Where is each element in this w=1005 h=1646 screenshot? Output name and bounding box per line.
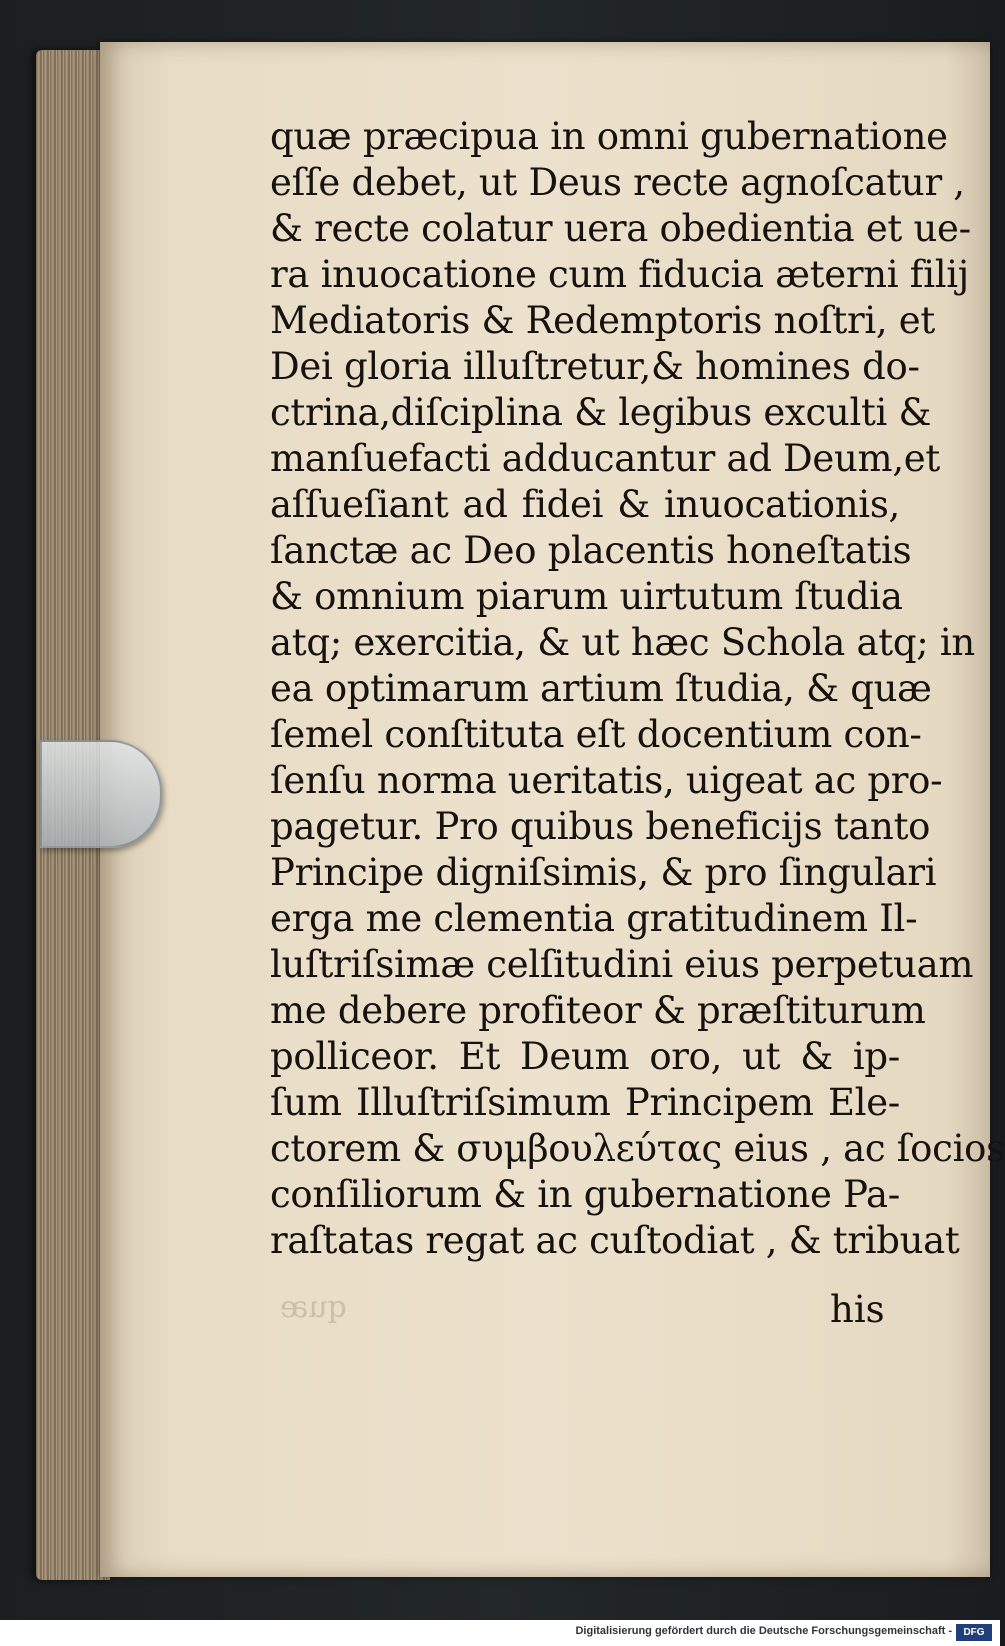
text-line: ſum Illuſtriſsimum Principem Ele-: [270, 1081, 900, 1124]
text-line: manſuefacti adducantur ad Deum,et: [270, 437, 940, 480]
text-line: Mediatoris & Redemptoris noſtri, et: [270, 299, 935, 342]
text-line: me debere profiteor & præſtiturum: [270, 989, 926, 1032]
footer-bar: [0, 1620, 1000, 1646]
text-line: ctrina,diſciplina & legibus exculti &: [270, 391, 932, 434]
text-line: erga me clementia gratitudinem Il-: [270, 897, 918, 940]
text-line: polliceor. Et Deum oro, ut & ip-: [270, 1035, 900, 1078]
catchword: his: [830, 1288, 885, 1331]
text-line: Principe digniſsimis, & pro ſingulari: [270, 851, 937, 894]
text-line: raſtatas regat ac cuſtodiat , & tribuat: [270, 1219, 960, 1262]
text-line: luſtriſsimæ celſitudini eius perpetuam: [270, 943, 974, 986]
dfg-logo: DFG: [956, 1624, 992, 1641]
page-clip: [40, 740, 162, 848]
text-line: Dei gloria illuſtretur,& homines do-: [270, 345, 920, 388]
text-line: ſemel conſtituta eſt docentium con-: [270, 713, 922, 756]
text-line: conſiliorum & in gubernatione Pa-: [270, 1173, 900, 1216]
text-line: ctorem & συμβουλεύτας eius , ac ſocios: [270, 1127, 1005, 1170]
show-through-text: quæ: [280, 1290, 347, 1325]
text-line: eſſe debet, ut Deus recte agnoſcatur ,: [270, 161, 965, 204]
text-line: pagetur. Pro quibus beneficijs tanto: [270, 805, 931, 848]
text-line: quæ præcipua in omni gubernatione: [270, 115, 948, 158]
text-line: ra inuocatione cum fiducia æterni filij: [270, 253, 969, 296]
page-text: [270, 114, 1005, 1264]
text-line: & recte colatur uera obedientia et ue-: [270, 207, 971, 250]
text-line: atq; exercitia, & ut hæc Schola atq; in: [270, 621, 975, 664]
text-line: ſanctæ ac Deo placentis honeſtatis: [270, 529, 912, 572]
text-line: & omnium piarum uirtutum ſtudia: [270, 575, 903, 618]
text-line: aſſueſiant ad fidei & inuocationis,: [270, 483, 900, 526]
text-line: ea optimarum artium ſtudia, & quæ: [270, 667, 932, 710]
text-line: ſenſu norma ueritatis, uigeat ac pro-: [270, 759, 943, 802]
funding-credit: Digitalisierung gefördert durch die Deutsche Forschungsgemeinschaft -: [575, 1625, 952, 1637]
